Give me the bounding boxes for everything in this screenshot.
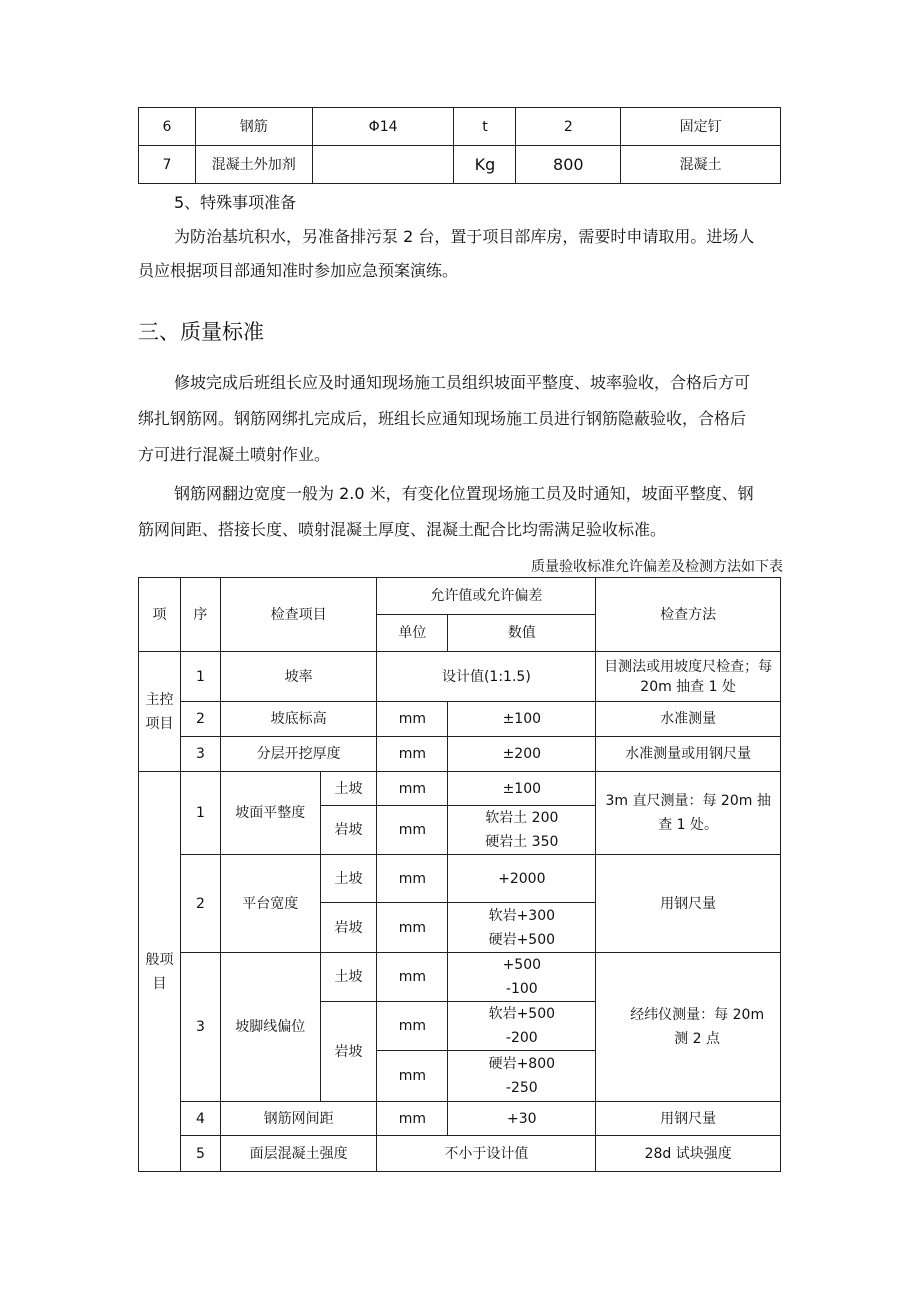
cell: 800	[516, 146, 621, 184]
cell: 2	[180, 855, 220, 953]
cell: mm	[377, 806, 448, 855]
cell: 平台宽度	[220, 855, 320, 953]
para2-line2: 筋网间距、搭接长度、喷射混凝土厚度、混凝土配合比均需满足验收标准。	[138, 520, 667, 539]
table-row	[139, 652, 781, 702]
cell: 钢筋	[195, 108, 312, 146]
cell: 土坡	[320, 855, 377, 903]
cell: mm	[377, 702, 448, 737]
cell: 混凝土外加剂	[195, 146, 312, 184]
cell: 硬岩+800 -250	[448, 1051, 596, 1102]
cell: 用钢尺量	[596, 1102, 781, 1136]
cell: 6	[139, 108, 196, 146]
table-caption: 质量验收标准允许偏差及检测方法如下表	[531, 559, 783, 575]
section3-heading: 三、质量标准	[138, 320, 264, 344]
table-row	[139, 737, 781, 772]
cell: 1	[180, 772, 220, 855]
cell: 钢筋网间距	[220, 1102, 377, 1136]
section5-line2: 员应根据项目部通知准时参加应急预案演练。	[138, 261, 459, 280]
cell: 软岩+500 -200	[448, 1002, 596, 1051]
cell: t	[454, 108, 516, 146]
table-row	[139, 578, 781, 615]
cell: 经纬仪测量：每 20m 测 2 点	[596, 953, 781, 1102]
cell: 28d 试块强度	[596, 1136, 781, 1172]
cell: 7	[139, 146, 196, 184]
para1-line3: 方可进行混凝土喷射作业。	[138, 445, 331, 464]
cell: 坡底标高	[220, 702, 377, 737]
materials-table	[138, 107, 781, 184]
cell: 5	[180, 1136, 220, 1172]
cell: 岩坡	[320, 1002, 377, 1102]
header-method: 检查方法	[596, 578, 781, 652]
header-allow: 允许值或允许偏差	[377, 578, 596, 615]
general-group: 般项目	[139, 772, 181, 1172]
cell: ±100	[448, 772, 596, 806]
table-row	[139, 772, 781, 806]
table-row	[139, 855, 781, 903]
cell: 2	[180, 702, 220, 737]
para1-line2: 绑扎钢筋网。钢筋网绑扎完成后，班组长应通知现场施工员进行钢筋隐蔽验收，合格后	[138, 409, 747, 428]
cell: 岩坡	[320, 903, 377, 953]
main-group: 主控项目	[139, 652, 181, 772]
cell: 3	[180, 953, 220, 1102]
header-seq: 序	[180, 578, 220, 652]
cell: 坡面平整度	[220, 772, 320, 855]
cell: +500 -100	[448, 953, 596, 1002]
cell: Φ14	[312, 108, 454, 146]
cell: 岩坡	[320, 806, 377, 855]
cell: mm	[377, 1051, 448, 1102]
cell: +2000	[448, 855, 596, 903]
cell: 水准测量	[596, 702, 781, 737]
cell: mm	[377, 1102, 448, 1136]
cell: 1	[180, 652, 220, 702]
para1-line1: 修坡完成后班组长应及时通知现场施工员组织坡面平整度、坡率验收，合格后方可	[174, 373, 751, 392]
cell: 用钢尺量	[596, 855, 781, 953]
cell: 水准测量或用钢尺量	[596, 737, 781, 772]
cell: +30	[448, 1102, 596, 1136]
cell: 坡脚线偏位	[220, 953, 320, 1102]
table-row	[139, 702, 781, 737]
header-check: 检查项目	[220, 578, 377, 652]
cell: 分层开挖厚度	[220, 737, 377, 772]
cell: mm	[377, 1002, 448, 1051]
cell: 混凝土	[621, 146, 781, 184]
header-value: 数值	[448, 615, 596, 652]
para2-line1: 钢筋网翻边宽度一般为 2.0 米，有变化位置现场施工员及时通知，坡面平整度、钢	[174, 484, 754, 503]
cell: mm	[377, 737, 448, 772]
header-item: 项	[139, 578, 181, 652]
cell: 土坡	[320, 953, 377, 1002]
cell: 目测法或用坡度尺检查；每 20m 抽查 1 处	[596, 652, 781, 702]
cell: mm	[377, 903, 448, 953]
header-unit: 单位	[377, 615, 448, 652]
cell: 坡率	[220, 652, 377, 702]
cell: 2	[516, 108, 621, 146]
table-row	[139, 1102, 781, 1136]
cell: 3m 直尺测量：每 20m 抽查 1 处。	[596, 772, 781, 855]
cell: ±200	[448, 737, 596, 772]
cell: 软岩+300 硬岩+500	[448, 903, 596, 953]
table-row	[139, 146, 781, 184]
cell: 设计值(1:1.5)	[377, 652, 596, 702]
section5-title: 5、特殊事项准备	[174, 193, 297, 212]
cell: mm	[377, 953, 448, 1002]
cell: 3	[180, 737, 220, 772]
cell: 软岩土 200 硬岩土 350	[448, 806, 596, 855]
cell: mm	[377, 855, 448, 903]
cell: 土坡	[320, 772, 377, 806]
cell: 固定钉	[621, 108, 781, 146]
cell: 4	[180, 1102, 220, 1136]
cell	[312, 146, 454, 184]
cell: ±100	[448, 702, 596, 737]
cell: Kg	[454, 146, 516, 184]
table-row	[139, 108, 781, 146]
section5-line1: 为防治基坑积水，另准备排污泵 2 台，置于项目部库房，需要时申请取用。进场人	[174, 227, 755, 246]
cell: 面层混凝土强度	[220, 1136, 377, 1172]
cell: mm	[377, 772, 448, 806]
table-row	[139, 953, 781, 1002]
quality-table	[138, 577, 781, 1172]
table-row	[139, 1136, 781, 1172]
cell: 不小于设计值	[377, 1136, 596, 1172]
